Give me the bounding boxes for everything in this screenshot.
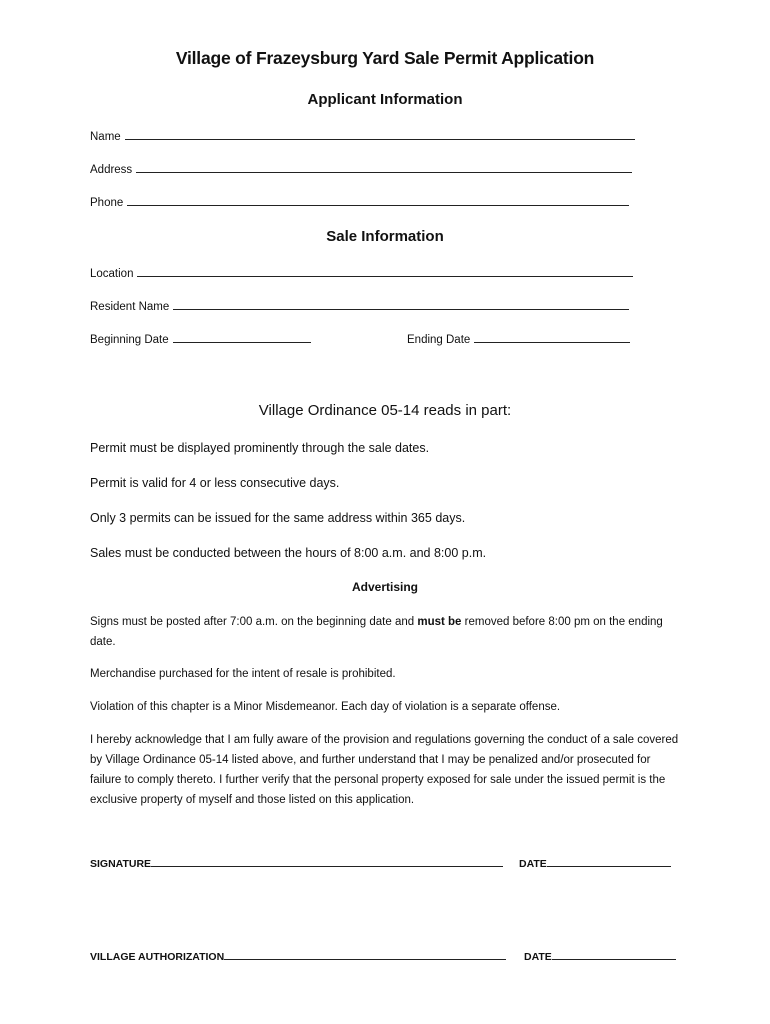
violation-paragraph: Violation of this chapter is a Minor Misdemeanor. Each day of violation is a separate offense. xyxy=(90,701,561,713)
beginning-date-field[interactable] xyxy=(90,331,311,346)
signature-date-field[interactable] xyxy=(519,856,671,870)
address-input-line[interactable] xyxy=(136,161,632,173)
name-input-line[interactable] xyxy=(125,128,635,140)
location-field[interactable] xyxy=(90,265,633,280)
authorization-date-input-line[interactable] xyxy=(552,949,676,960)
phone-input-line[interactable] xyxy=(127,194,629,206)
signs-text-bold: must be xyxy=(417,616,462,628)
signs-paragraph xyxy=(90,612,680,652)
merchandise-paragraph: Merchandise purchased for the intent of resale is prohibited. xyxy=(90,668,396,680)
beginning-date-input-line[interactable] xyxy=(173,331,311,343)
signature-date-input-line[interactable] xyxy=(547,856,671,867)
beginning-date-label: Beginning Date xyxy=(90,334,169,346)
signature-label: SIGNATURE xyxy=(90,858,152,870)
resident-name-label: Resident Name xyxy=(90,301,170,313)
ending-date-input-line[interactable] xyxy=(474,331,630,343)
authorization-date-label: DATE xyxy=(524,951,552,963)
ordinance-rule: Permit must be displayed prominently through the sale dates. xyxy=(90,441,430,455)
village-authorization-field[interactable] xyxy=(90,949,506,963)
advertising-heading: Advertising xyxy=(351,580,418,594)
signature-date-label: DATE xyxy=(519,858,547,870)
phone-field[interactable] xyxy=(90,194,629,209)
authorization-date-field[interactable] xyxy=(524,949,676,963)
resident-name-field[interactable] xyxy=(90,298,629,313)
ordinance-rule: Sales must be conducted between the hours of 8:00 a.m. and 8:00 p.m. xyxy=(90,546,487,560)
signature-input-line[interactable] xyxy=(151,856,503,867)
page-title: Village of Frazeysburg Yard Sale Permit Application xyxy=(175,48,595,68)
address-label: Address xyxy=(90,164,133,176)
ordinance-rule: Only 3 permits can be issued for the same address within 365 days. xyxy=(90,511,466,525)
village-authorization-input-line[interactable] xyxy=(224,949,506,960)
signature-field[interactable] xyxy=(90,856,503,870)
ordinance-heading: Village Ordinance 05-14 reads in part: xyxy=(258,402,512,419)
location-label: Location xyxy=(90,268,134,280)
signs-text-post: removed before 8:00 pm on the ending date. xyxy=(90,616,663,648)
ending-date-field[interactable] xyxy=(407,331,630,346)
name-field[interactable] xyxy=(90,128,635,143)
location-input-line[interactable] xyxy=(137,265,633,277)
acknowledgement-paragraph: I hereby acknowledge that I am fully aware of the provision and regulations governing the conduct of a sale covered by Village Ordinance 05-14 listed above, and further understand that I may be penalized and/or prosecuted for failure to comply thereto. I further verify that the personal property exposed for sale under the issued permit is the exclusive property of myself and those listed on this application. xyxy=(90,734,679,806)
ordinance-rule: Permit is valid for 4 or less consecutive days. xyxy=(90,476,340,490)
village-authorization-label: VILLAGE AUTHORIZATION xyxy=(90,951,225,963)
phone-label: Phone xyxy=(90,197,124,209)
sale-information-heading: Sale Information xyxy=(326,228,444,245)
signs-text-pre: Signs must be posted after 7:00 a.m. on the beginning date and xyxy=(90,616,418,628)
address-field[interactable] xyxy=(90,161,632,176)
resident-name-input-line[interactable] xyxy=(173,298,629,310)
applicant-information-heading: Applicant Information xyxy=(307,91,463,108)
ending-date-label: Ending Date xyxy=(407,334,471,346)
name-label: Name xyxy=(90,131,121,143)
